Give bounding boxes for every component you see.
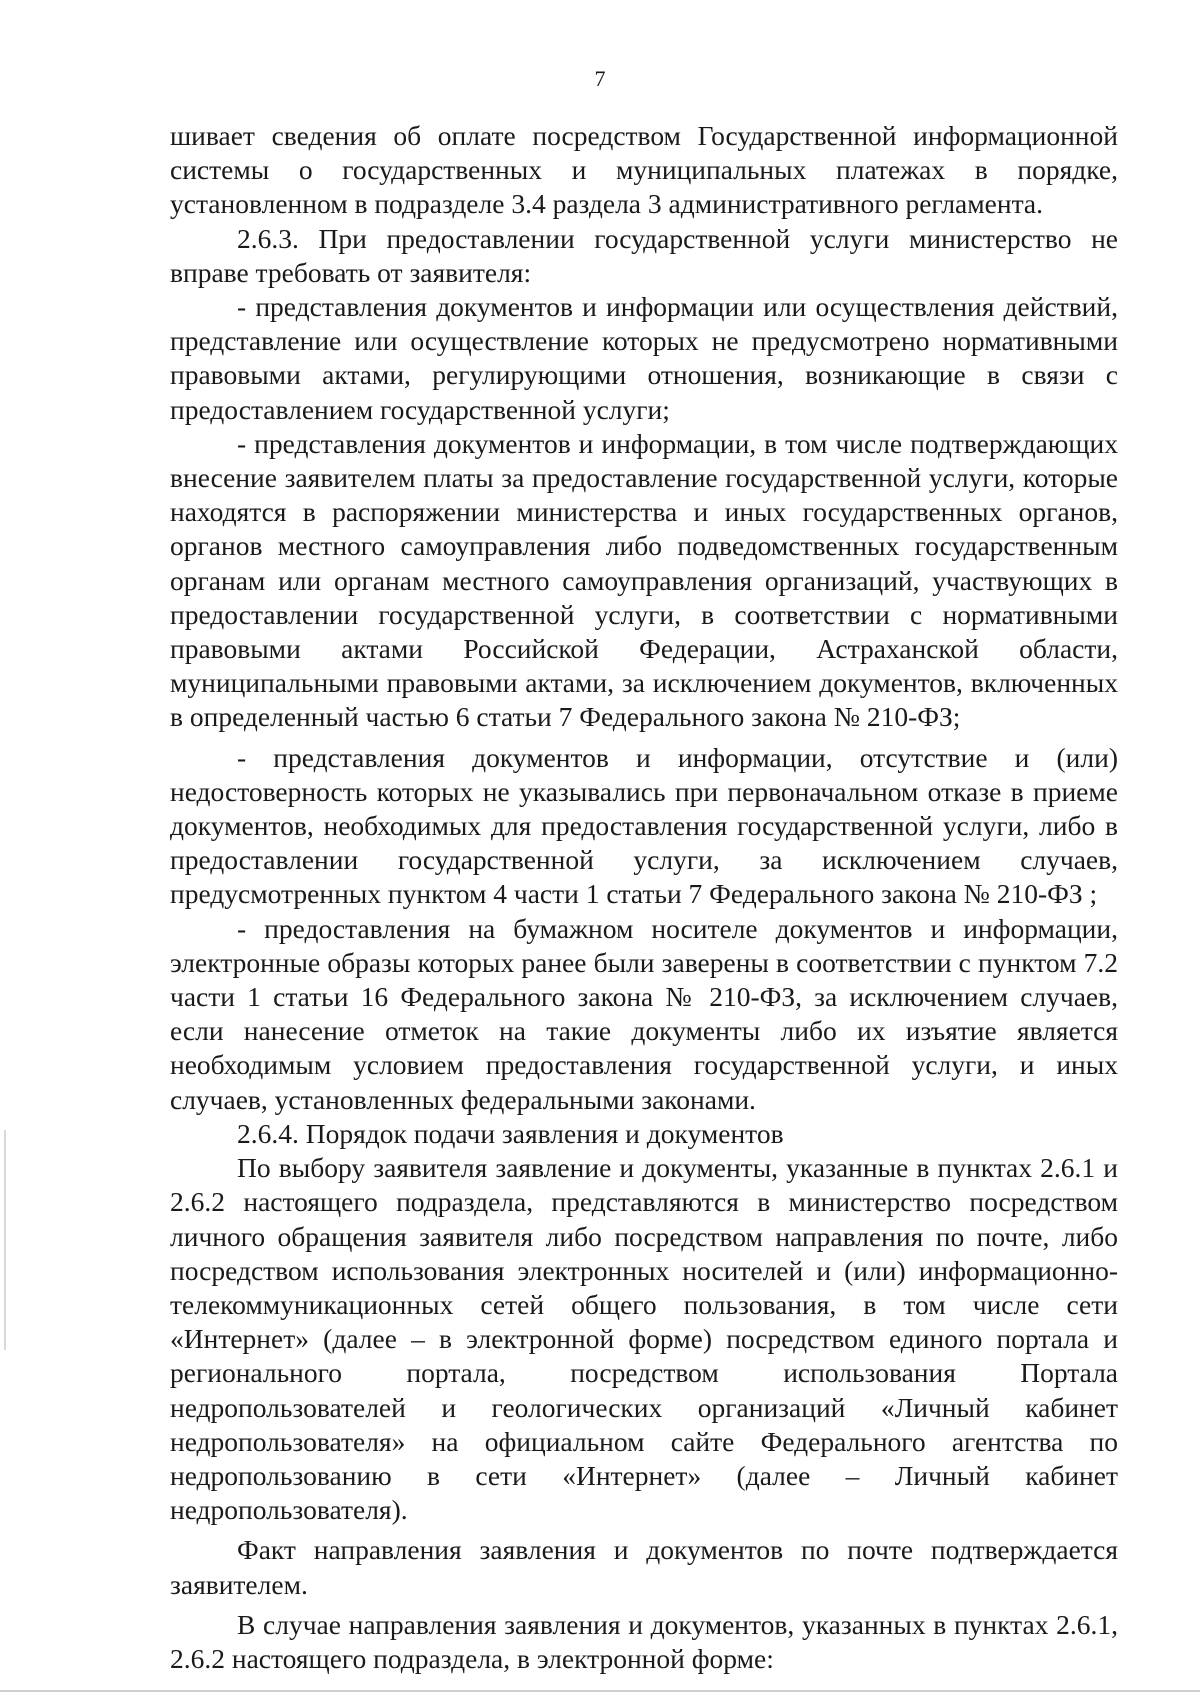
- list-item-actions: - представления документов и информации или осуществления действий, представление или осуществление которых не предусмотрено нормативными правовыми актами, регулирующими отношения, возникающие в связи с предоставлением государственной услуги;: [170, 291, 1118, 425]
- scan-artifact-left-edge: [4, 1130, 6, 1350]
- paragraph-payment-info: шивает сведения об оплате посредством Государственной информационной системы о государственных и муниципальных платежах в порядке, установленном в подразделе 3.4 раздела 3 административного регламента.: [170, 120, 1118, 220]
- list-item-unreliable-documents: - представления документов и информации, отсутствие и (или) недостоверность которых не указывались при первоначальном отказе в приеме документов, необходимых для предоставления государственной услуги, либо в предоставлении государственной услуги, за исключением случаев, предусмотренных пунктом 4 части 1 статьи 7 Федерального закона № 210-ФЗ ;: [170, 741, 1118, 910]
- paragraph-submission-order: По выбору заявителя заявление и документы, указанные в пунктах 2.6.1 и 2.6.2 настоящего подраздела, представляются в министерство посредством личного обращения заявителя либо посредством направления по почте, либо посредством использования электронных носителей и (или) информационно-телекоммуникационных сетей общего пользования, в том числе сети «Интернет» (далее – в электронной форме) посредством единого портала и регионального портала, посредством использования Портала недропользователей и геологических организаций «Личный кабинет недропользователя» на официальном сайте Федерального агентства по недропользованию в сети «Интернет» (далее – Личный кабинет недропользователя).: [170, 1152, 1118, 1526]
- page-number: 7: [594, 66, 606, 91]
- list-item-documents-in-possession: - представления документов и информации, в том числе подтверждающих внесение заявителем платы за предоставление государственной услуги, которые находятся в распоряжении министерства и иных государственных органов, органов местного самоуправления либо подведомственных государственным органам или органам местного самоуправления организаций, участвующих в предоставлении государственной услуги, в соответствии с нормативными правовыми актами Российской Федерации, Астраханской области, муниципальными правовыми актами, за исключением документов, включенных в определенный частью 6 статьи 7 Федерального закона № 210-ФЗ;: [170, 427, 1118, 733]
- list-item-paper-documents: - предоставления на бумажном носителе документов и информации, электронные образы которых ранее были заверены в соответствии с пунктом 7.2 части 1 статьи 16 Федерального закона № 210-ФЗ, за исключением случаев, если нанесение отметок на такие документы либо их изъятие является необходимым условием предоставления государственной услуги, и иных случаев, установленных федеральными законами.: [170, 912, 1118, 1115]
- paragraph-electronic-form: В случае направления заявления и документов, указанных в пунктах 2.6.1, 2.6.2 настоящего подраздела, в электронной форме:: [170, 1608, 1118, 1674]
- paragraph-2-6-4-heading: 2.6.4. Порядок подачи заявления и документов: [237, 1117, 784, 1149]
- paragraph-2-6-3: 2.6.3. При предоставлении государственной услуги министерство не вправе требовать от заявителя:: [170, 222, 1118, 288]
- document-body: [170, 119, 1118, 1676]
- scan-artifact-bottom-edge: [0, 1690, 1200, 1692]
- paragraph-postal-confirmation: Факт направления заявления и документов по почте подтверждается заявителем.: [170, 1534, 1118, 1600]
